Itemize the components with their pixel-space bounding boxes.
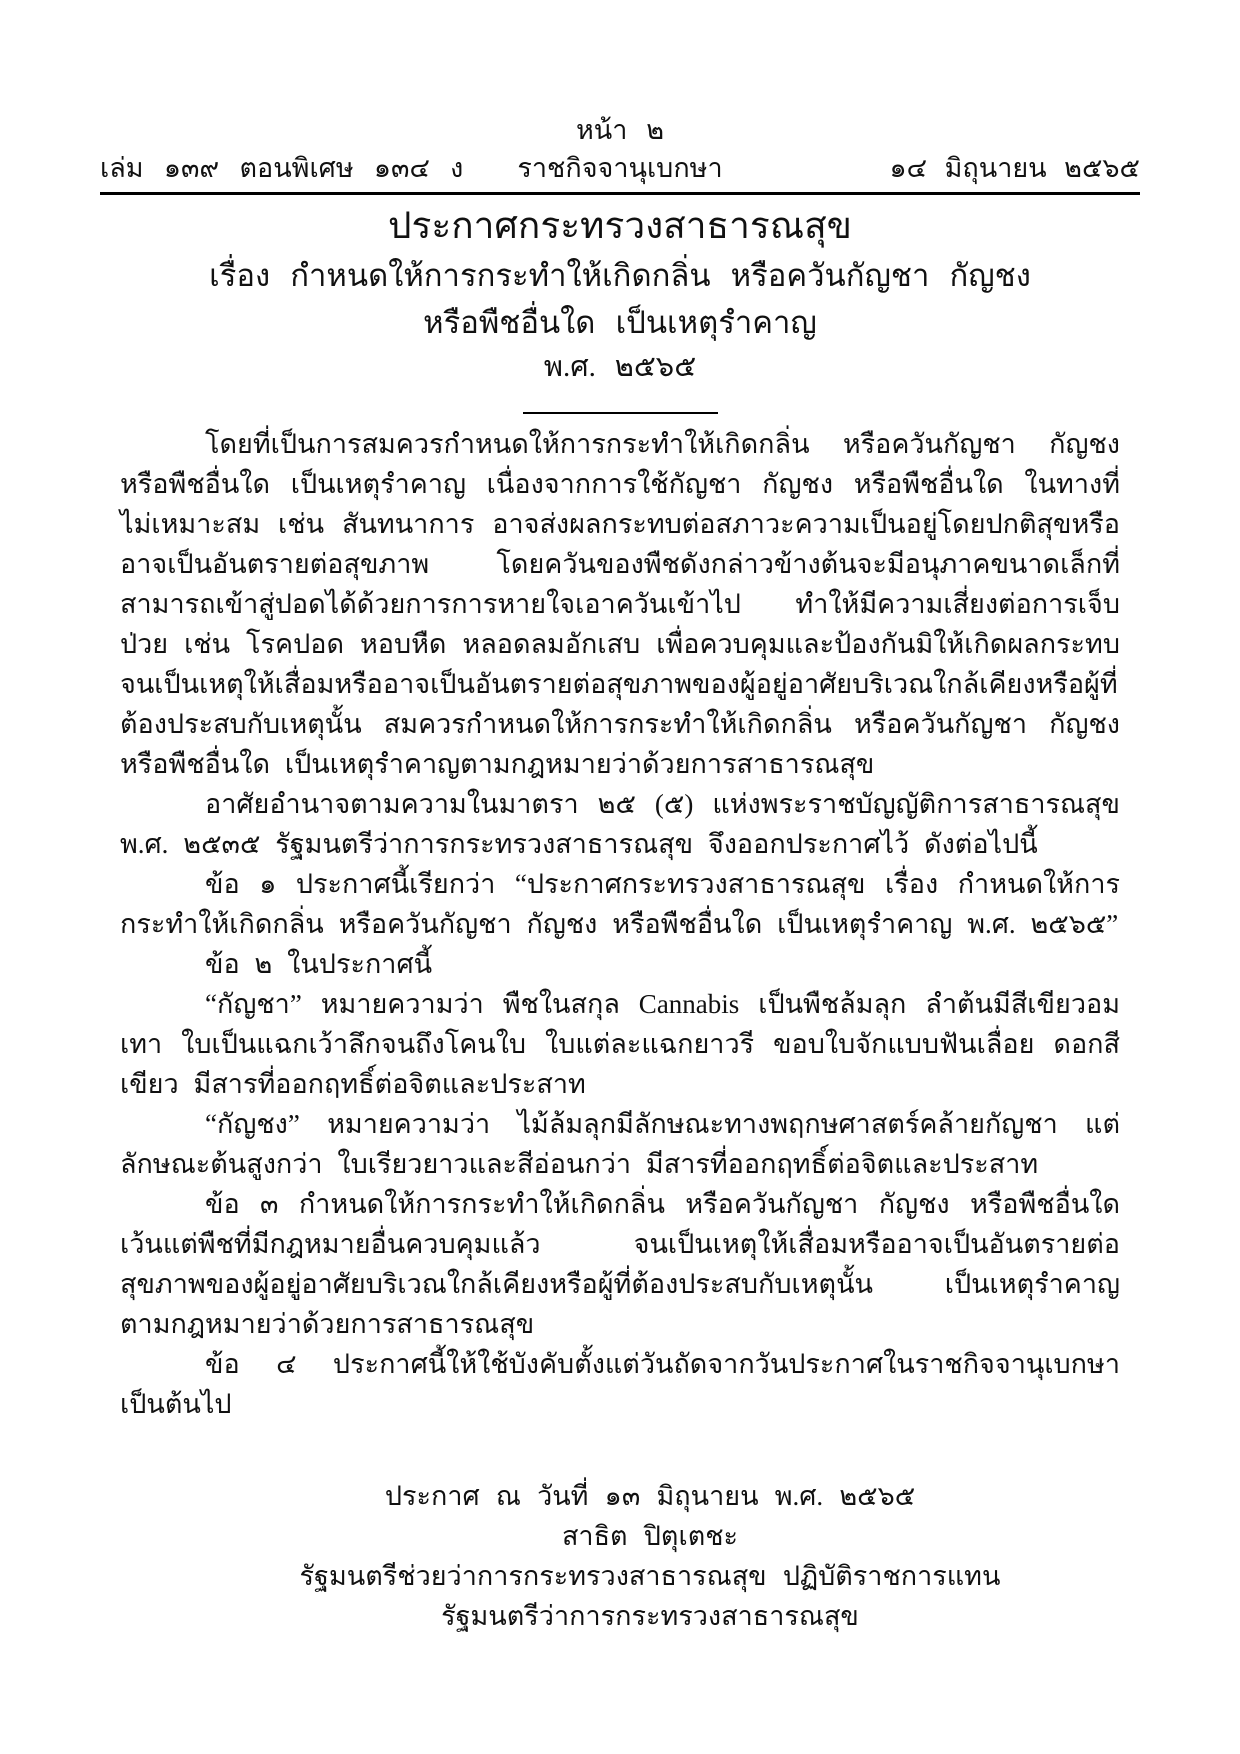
header-row <box>100 150 1140 188</box>
signatory-title-line2: รัฐมนตรีว่าการกระทรวงสาธารณสุข <box>441 1601 859 1631</box>
title-subject-line1: เรื่อง กำหนดให้การกระทำให้เกิดกลิ่น หรือควันกัญชา กัญชง <box>209 258 1031 293</box>
definition-hemp: “กัญชง” หมายความว่า ไม้ล้มลุกมีลักษณะทางพฤกษศาสตร์คล้ายกัญชา แต่ลักษณะต้นสูงกว่า ใบเรียวยาวและสีอ่อนกว่า มีสารที่ออกฤทธิ์ต่อจิตและประสาท <box>120 1109 1120 1179</box>
publication-date: ๑๔ มิถุนายน ๒๕๖๕ <box>889 153 1140 183</box>
clause-1: ข้อ ๑ ประกาศนี้เรียกว่า “ประกาศกระทรวงสาธารณสุข เรื่อง กำหนดให้การกระทำให้เกิดกลิ่น หรือควันกัญชา กัญชง หรือพืชอื่นใด เป็นเหตุรำคาญ พ.ศ. ๒๕๖๕” <box>120 869 1120 939</box>
signature-block <box>180 1476 1120 1636</box>
page-header <box>100 112 1140 195</box>
signatory-name: สาธิต ปิตุเตชะ <box>561 1521 739 1551</box>
title-year: พ.ศ. ๒๕๖๕ <box>543 351 697 383</box>
volume-part-label: เล่ม ๑๓๙ ตอนพิเศษ ๑๓๔ ง <box>100 153 464 183</box>
clause-3: ข้อ ๓ กำหนดให้การกระทำให้เกิดกลิ่น หรือควันกัญชา กัญชง หรือพืชอื่นใด เว้นแต่พืชที่มีกฎหมายอื่นควบคุมแล้ว จนเป็นเหตุให้เสื่อมหรืออาจเป็นอันตรายต่อสุขภาพของผู้อยู่อาศัยบริเวณใกล้เคียงหรือผู้ที่ต้องประสบกับเหตุนั้น เป็นเหตุรำคาญ ตามกฎหมายว่าด้วยการสาธารณสุข <box>120 1189 1120 1339</box>
signatory-title-line1: รัฐมนตรีช่วยว่าการกระทรวงสาธารณสุข ปฏิบัติราชการแทน <box>299 1561 1001 1591</box>
gazette-name: ราชกิจจานุเบกษา <box>517 153 723 183</box>
clause-2: ข้อ ๒ ในประกาศนี้ <box>205 949 433 979</box>
page-number: หน้า ๒ <box>575 115 665 145</box>
title-subject-line2: หรือพืชอื่นใด เป็นเหตุรำคาญ <box>423 305 817 340</box>
paragraph-preamble: โดยที่เป็นการสมควรกำหนดให้การกระทำให้เกิดกลิ่น หรือควันกัญชา กัญชง หรือพืชอื่นใด เป็นเหตุรำคาญ เนื่องจากการใช้กัญชา กัญชง หรือพืชอื่นใด ในทางที่ไม่เหมาะสม เช่น สันทนาการ อาจส่งผลกระทบต่อสภาวะความเป็นอยู่โดยปกติสุขหรืออาจเป็นอันตรายต่อสุขภาพ โดยควันของพืชดังกล่าวข้างต้นจะมีอนุภาคขนาดเล็กที่สามารถเข้าสู่ปอดได้ด้วยการการหายใจเอาควันเข้าไป ทำให้มีความเสี่ยงต่อการเจ็บป่วย เช่น โรคปอด หอบหืด หลอดลมอักเสบ เพื่อควบคุมและป้องกันมิให้เกิดผลกระทบจนเป็นเหตุให้เสื่อมหรืออาจเป็นอันตรายต่อสุขภาพของผู้อยู่อาศัยบริเวณใกล้เคียงหรือผู้ที่ต้องประสบกับเหตุนั้น สมควรกำหนดให้การกระทำให้เกิดกลิ่น หรือควันกัญชา กัญชง หรือพืชอื่นใด เป็นเหตุรำคาญตามกฎหมายว่าด้วยการสาธารณสุข <box>120 429 1120 779</box>
header-rule <box>100 192 1140 195</box>
announcement-title <box>0 202 1240 414</box>
title-ministry: ประกาศกระทรวงสาธารณสุข <box>388 206 852 247</box>
announcement-body <box>120 424 1120 1636</box>
definition-cannabis: “กัญชา” หมายความว่า พืชในสกุล Cannabis เป็นพืชล้มลุก ลำต้นมีสีเขียวอมเทา ใบเป็นแฉกเว้าลึกจนถึงโคนใบ ใบแต่ละแฉกยาวรี ขอบใบจักแบบฟันเลื่อย ดอกสีเขียว มีสารที่ออกฤทธิ์ต่อจิตและประสาท <box>120 989 1120 1099</box>
clause-4: ข้อ ๔ ประกาศนี้ให้ใช้บังคับตั้งแต่วันถัดจากวันประกาศในราชกิจจานุเบกษาเป็นต้นไป <box>120 1349 1120 1419</box>
paragraph-authority: อาศัยอำนาจตามความในมาตรา ๒๕ (๕) แห่งพระราชบัญญัติการสาธารณสุข พ.ศ. ๒๕๓๕ รัฐมนตรีว่าการกระทรวงสาธารณสุข จึงออกประกาศไว้ ดังต่อไปนี้ <box>120 789 1120 859</box>
signature-date-line: ประกาศ ณ วันที่ ๑๓ มิถุนายน พ.ศ. ๒๕๖๕ <box>384 1481 916 1511</box>
title-divider <box>523 412 718 414</box>
